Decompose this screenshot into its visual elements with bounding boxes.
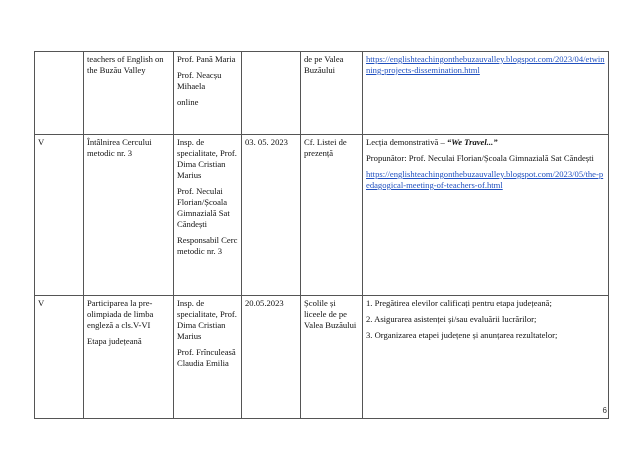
responsible-cell — [174, 135, 242, 296]
date-cell: 20.05.2023 — [242, 296, 301, 419]
blog-link[interactable]: https://englishteachingonthebuzauvalley.blogspot.com/2023/05/the-pedagogical-meeting-of-teachers-of.html — [366, 169, 604, 190]
table-row — [35, 135, 609, 296]
activity-line: Etapa județeană — [87, 336, 142, 346]
lesson-title: “We Travel...” — [446, 137, 498, 147]
participants-cell: Școlile și liceele de pe Valea Buzăului — [301, 296, 363, 419]
activity-cell — [84, 296, 174, 419]
responsible-line: Prof. Neacșu Mihaela — [177, 70, 222, 91]
activity-cell: Întâlnirea Cercului metodic nr. 3 — [84, 135, 174, 296]
activities-table — [34, 51, 609, 419]
details-cell — [363, 52, 609, 135]
date-cell — [242, 52, 301, 135]
task-line: 2. Asigurarea asistenței și/sau evaluării lucrărilor; — [366, 314, 537, 324]
table-row — [35, 52, 609, 135]
task-line: 1. Pregătirea elevilor calificați pentru etapa județeană; — [366, 298, 552, 308]
page-number: 6 — [602, 406, 607, 415]
responsible-line: Insp. de specialitate, Prof. Dima Cristian Marius — [177, 137, 237, 180]
responsible-line: Prof. Frînculeasă Claudia Emilia — [177, 347, 236, 368]
activity-cell: teachers of English on the Buzău Valley — [84, 52, 174, 135]
row-number-cell: V — [35, 296, 84, 419]
table-row — [35, 296, 609, 419]
responsible-line: online — [177, 97, 199, 107]
details-cell — [363, 296, 609, 419]
row-number-cell: V — [35, 135, 84, 296]
responsible-cell — [174, 52, 242, 135]
date-cell: 03. 05. 2023 — [242, 135, 301, 296]
activity-line: Participarea la pre-olimpiada de limba engleză a cls.V-VI — [87, 298, 154, 330]
participants-cell: de pe Valea Buzăului — [301, 52, 363, 135]
responsible-line: Prof. Pană Maria — [177, 54, 236, 64]
row-number-cell — [35, 52, 84, 135]
responsible-line: Insp. de specialitate, Prof. Dima Cristian Marius — [177, 298, 237, 341]
proposer-line: Propunător: Prof. Neculai Florian/Școala Gimnazială Sat Căndești — [366, 153, 594, 163]
responsible-line: Responsabil Cerc metodic nr. 3 — [177, 235, 238, 256]
responsible-cell — [174, 296, 242, 419]
blog-link[interactable]: https://englishteachingonthebuzauvalley.blogspot.com/2023/04/etwinning-projects-dissemination.html — [366, 54, 605, 75]
responsible-line: Prof. Neculai Florian/Școala Gimnazială Sat Căndești — [177, 186, 230, 229]
demo-lesson-line: Lecția demonstrativă – “We Travel...” — [366, 137, 498, 147]
participants-cell: Cf. Listei de prezență — [301, 135, 363, 296]
task-line: 3. Organizarea etapei județene și anunțarea rezultatelor; — [366, 330, 558, 340]
details-cell — [363, 135, 609, 296]
